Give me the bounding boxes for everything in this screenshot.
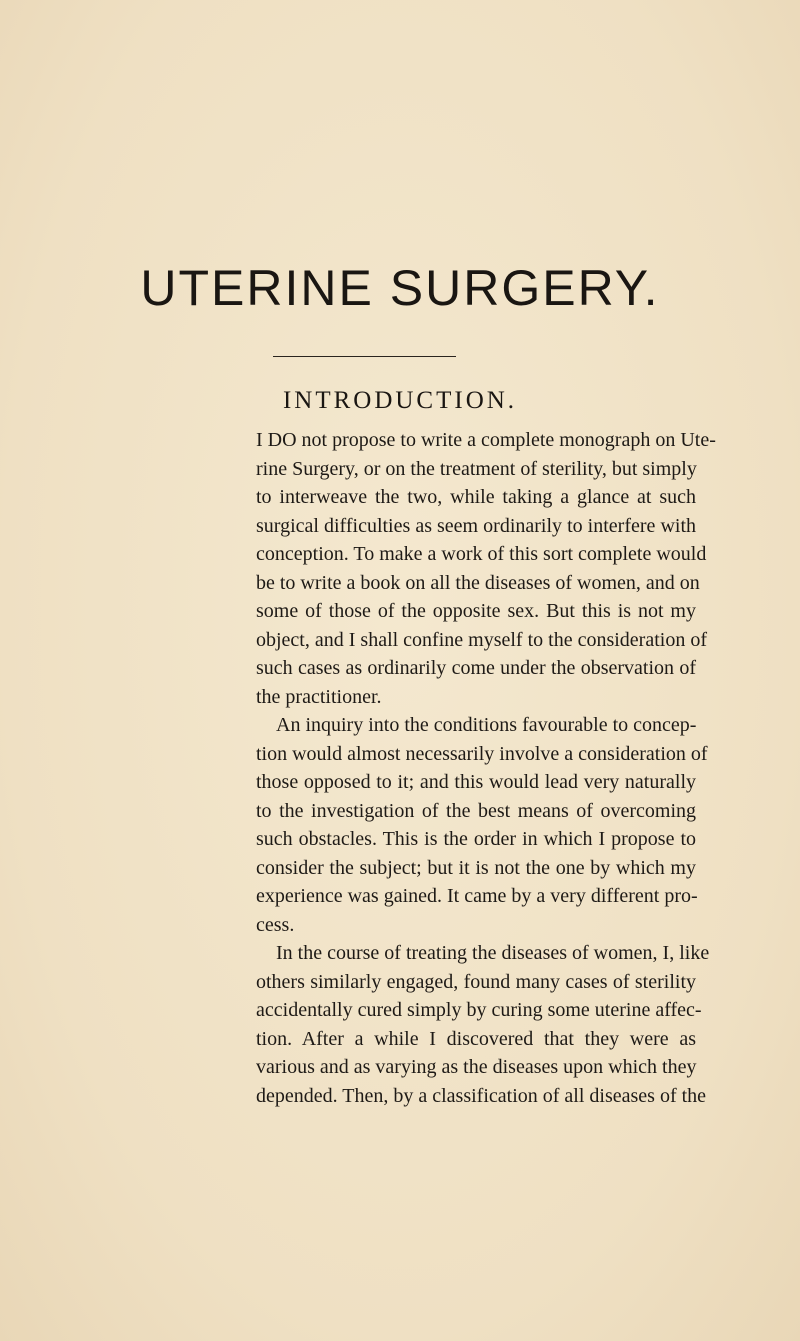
text-line: those opposed to it; and this would lead very naturally <box>256 771 696 793</box>
text-line: consider the subject; but it is not the one by which my <box>256 856 696 879</box>
text-line: tion. After a while I discovered that they were as <box>256 1027 696 1050</box>
text-line: An inquiry into the conditions favourable to concep- <box>276 714 697 736</box>
text-line: In the course of treating the diseases of women, I, like <box>276 942 710 964</box>
text-line: object, and I shall confine myself to the consideration of <box>256 628 707 651</box>
text-line: to the investigation of the best means of overcoming <box>256 799 696 822</box>
text-line: accidentally cured simply by curing some uterine affec- <box>256 999 702 1021</box>
text-line: the practitioner. <box>256 685 382 708</box>
body-text <box>256 426 716 1110</box>
section-heading: INTRODUCTION. <box>282 387 518 414</box>
text-line: such cases as ordinarily come under the observation of <box>256 657 696 679</box>
text-line: cess. <box>256 913 295 936</box>
text-line: depended. Then, by a classification of all diseases of the <box>256 1084 707 1107</box>
page-title: UTERINE SURGERY. <box>140 260 660 316</box>
text-line: tion would almost necessarily involve a consideration of <box>256 742 708 765</box>
text-line: be to write a book on all the diseases of women, and on <box>256 571 700 594</box>
text-line: experience was gained. It came by a very different pro- <box>256 885 698 907</box>
text-line: I DO not propose to write a complete monograph on Ute- <box>256 429 716 451</box>
text-line: rine Surgery, or on the treatment of sterility, but simply <box>256 457 697 480</box>
text-line: conception. To make a work of this sort complete would <box>256 543 707 565</box>
text-line: others similarly engaged, found many cases of sterility <box>256 970 696 993</box>
title-divider-rule <box>273 356 456 357</box>
text-line: some of those of the opposite sex. But this is not my <box>256 600 696 622</box>
text-line: such obstacles. This is the order in which I propose to <box>256 828 696 850</box>
text-line: to interweave the two, while taking a glance at such <box>256 486 696 508</box>
text-line: various and as varying as the diseases upon which they <box>256 1056 697 1078</box>
text-line: surgical difficulties as seem ordinarily to interfere with <box>256 514 696 537</box>
